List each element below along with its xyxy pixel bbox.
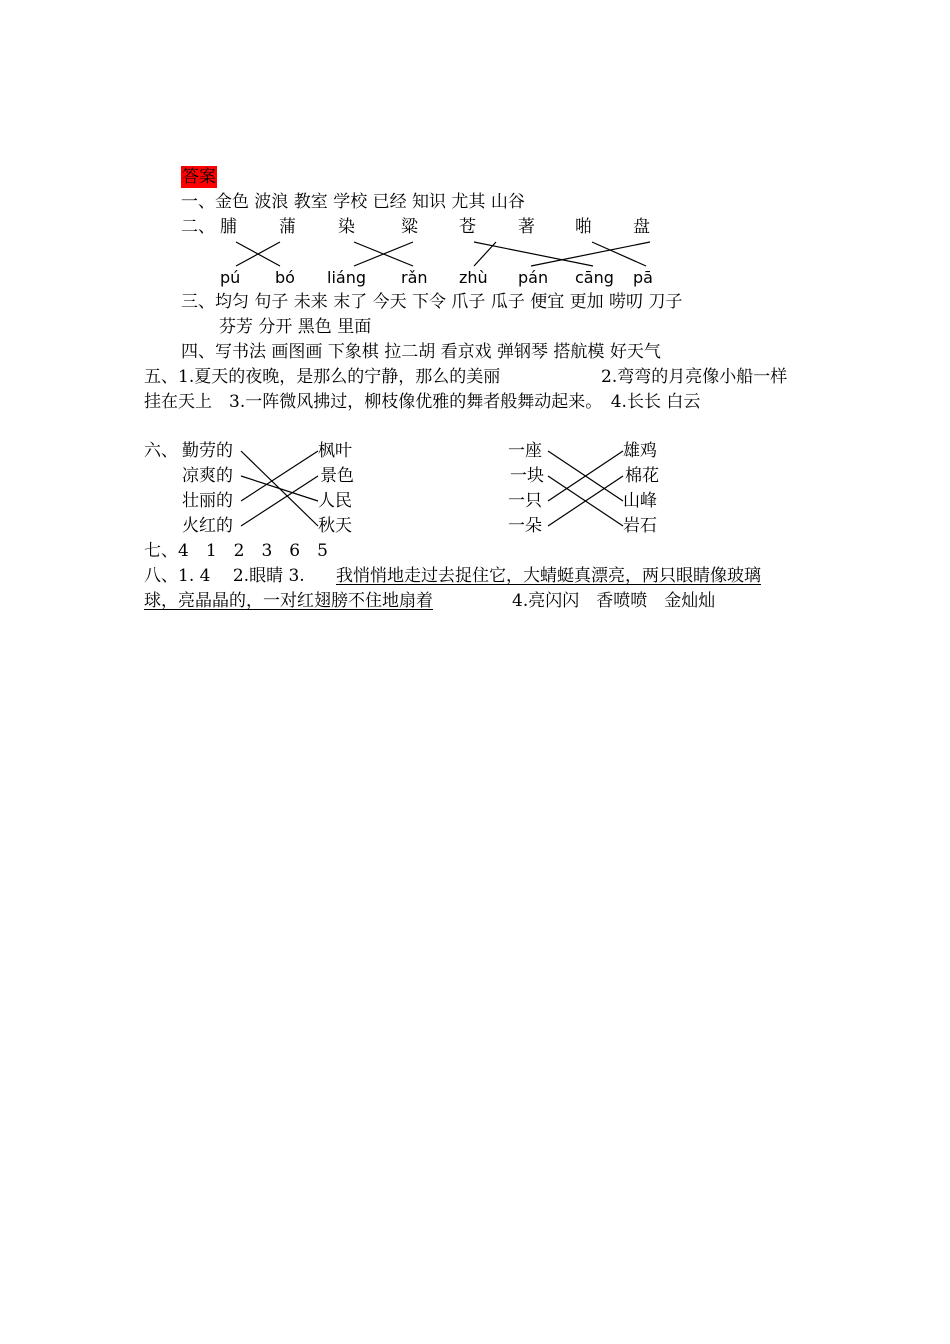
- s2-pinyin: pán: [518, 268, 549, 287]
- s6-left-b: 一只: [508, 491, 542, 511]
- match-line: [241, 451, 318, 501]
- match-line: [241, 476, 318, 501]
- match-line: [548, 451, 623, 501]
- section-7: 七、4 1 2 3 6 5: [144, 541, 328, 561]
- match-line: [354, 242, 413, 266]
- section-3-line1: 三、均匀 句子 未来 末了 今天 下令 爪子 瓜子 便宜 更加 唠叨 刀子: [181, 292, 683, 312]
- answer-heading: 答案: [182, 167, 216, 187]
- s6-right-b: 山峰: [623, 491, 657, 511]
- s6-right-a: 枫叶: [318, 441, 352, 461]
- s6-right-b: 岩石: [623, 516, 657, 536]
- section-5-line1b: 2.弯弯的月亮像小船一样: [601, 367, 788, 387]
- s6-left-b: 一块: [510, 466, 544, 486]
- s6-right-a: 秋天: [318, 516, 352, 536]
- s6-right-a: 景色: [320, 466, 354, 486]
- s2-char: 盘: [633, 217, 650, 237]
- section-5-line1a: 五、1.夏天的夜晚，是那么的宁静，那么的美丽: [144, 367, 501, 387]
- s6-left-a: 壮丽的: [182, 491, 233, 511]
- s6-left-a: 火红的: [182, 516, 233, 536]
- section-8-line2a-gap: [470, 590, 500, 612]
- section-6-prefix: 六、: [144, 441, 178, 461]
- s2-char: 啪: [575, 217, 592, 237]
- s6-left-a: 凉爽的: [182, 466, 233, 486]
- s2-char: 苍: [459, 217, 476, 237]
- section-8-line2b: 4.亮闪闪 香喷喷 金灿灿: [512, 591, 716, 611]
- s2-pinyin: pú: [220, 268, 241, 287]
- section-8-line2a: 球，亮晶晶的，一对红翅膀不住地扇着: [144, 591, 433, 611]
- match-line: [236, 242, 280, 266]
- match-line: [548, 476, 623, 526]
- match-line: [236, 242, 280, 266]
- section-1: 一、金色 波浪 教室 学校 已经 知识 尤其 山谷: [181, 192, 525, 212]
- section-4: 四、写书法 画图画 下象棋 拉二胡 看京戏 弹钢琴 搭航模 好天气: [181, 342, 661, 362]
- s2-pinyin: liáng: [327, 268, 366, 287]
- s2-char: 脯: [220, 217, 237, 237]
- s6-left-b: 一朵: [508, 516, 542, 536]
- s2-pinyin: zhù: [459, 268, 488, 287]
- s2-pinyin: cāng: [575, 268, 614, 287]
- section-5-line2: 挂在天上 3.一阵微风拂过，柳枝像优雅的舞者般舞动起来。 4.长长 白云: [144, 392, 701, 412]
- s2-char: 粱: [401, 217, 418, 237]
- s2-pinyin: pā: [633, 268, 653, 287]
- s2-char: 著: [518, 217, 535, 237]
- match-line: [354, 242, 413, 266]
- match-line: [531, 242, 650, 266]
- s6-right-b: 雄鸡: [623, 441, 657, 461]
- match-line: [592, 242, 646, 266]
- match-line: [474, 242, 496, 266]
- match-line: [241, 476, 318, 526]
- match-line: [548, 476, 623, 526]
- s2-pinyin: bó: [275, 268, 295, 287]
- section-8-line1b: 我悄悄地走过去捉住它，大蜻蜓真漂亮，两只眼睛像玻璃: [336, 566, 761, 586]
- s6-left-b: 一座: [508, 441, 542, 461]
- match-line: [548, 451, 623, 501]
- s6-right-a: 人民: [318, 491, 352, 511]
- section-3-line2: 芬芳 分开 黑色 里面: [219, 317, 372, 337]
- match-line: [241, 451, 318, 526]
- s2-pinyin: rǎn: [401, 268, 428, 287]
- s2-char: 染: [338, 217, 355, 237]
- s6-right-b: 棉花: [625, 466, 659, 486]
- s2-char: 蒲: [279, 217, 296, 237]
- section-2-prefix: 二、: [181, 217, 215, 237]
- section-8-line1a: 八、1. 4 2.眼睛 3.: [144, 566, 305, 586]
- match-line: [474, 242, 593, 266]
- s6-left-a: 勤劳的: [182, 441, 233, 461]
